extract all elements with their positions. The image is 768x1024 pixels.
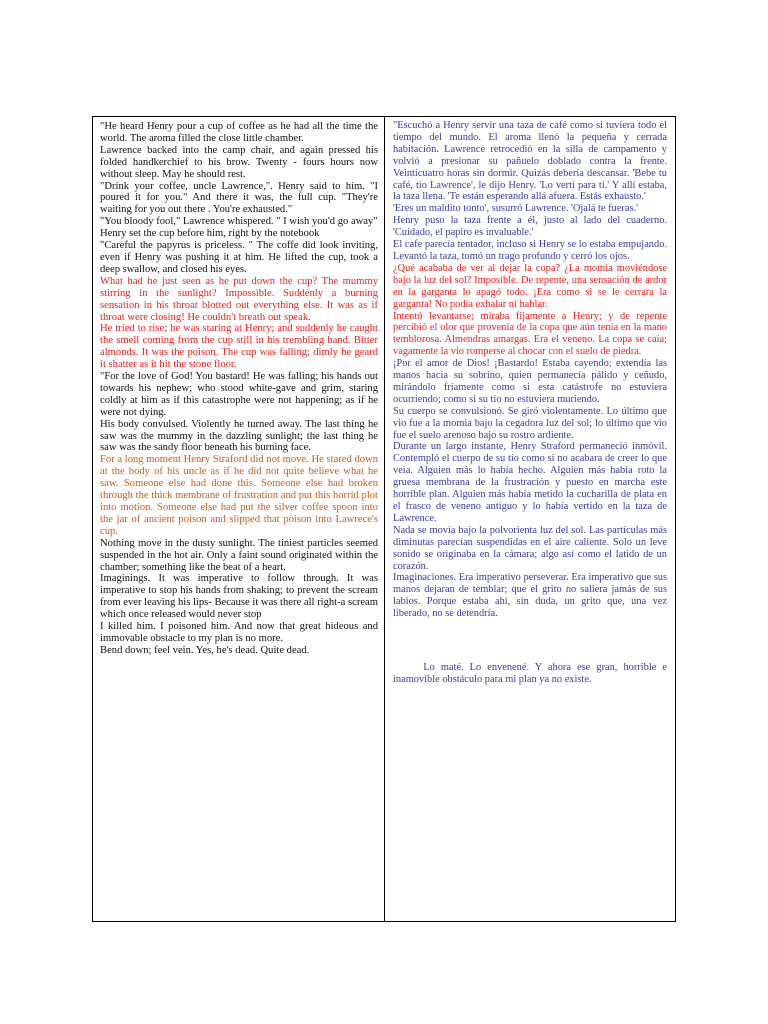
english-paragraph: Lawrence backed into the camp chair, and again pressed his folded handkerchief to his brow. Twenty - fours hours now without sleep. May he should rest. xyxy=(100,144,378,180)
english-paragraph: "Drink your coffee, uncle Lawrence,". Henry said to him. "I poured it for you." And there it was, the full cup. "They're waiting for you out there . You're exhausted." xyxy=(100,180,378,216)
english-column xyxy=(93,117,385,921)
english-paragraph: I killed him. I poisoned him. And now that great hideous and immovable obstacle to my plan is no more. xyxy=(100,621,378,644)
english-paragraph: "For the love of God! You bastard! He was falling; his hands out towards his nephew; who stood white-gave and grim, staring coldly at him as if this catastrophe were not happening; as if he were not dying. xyxy=(100,371,378,418)
english-paragraph: What had he just seen as he put down the cup? The mummy stirring in the sunlight? Impossible. Suddenly a burning sensation in his throat blotted out everything else. It was as if throat were closing! He couldn't breath out speak. xyxy=(100,275,378,323)
english-paragraph: For a long moment Henry Straford did not move. He stared down at the body of his uncle as if he did not quite believe what he saw. Someone else had done this. Someone else had broken through the thick membrane of frustration and put this horrid plot into motion. Someone else had put the silver coffee spoon into the jar of ancient poison and slipped that poison into Lawrece's cup. xyxy=(100,454,378,537)
blank-space xyxy=(393,620,667,662)
spanish-paragraph: ¡Por el amor de Dios! ¡Bastardo! Estaba cayendo; extendía las manos hacia su sobrino, quien permanecía pálido y ceñudo, mirándolo fríamente como si esta catástrofe no estuviera ocurriendo; como si su tío no estuviera muriendo. xyxy=(393,358,667,405)
english-paragraph: "Careful the papyrus is priceless. " The coffe did look inviting, even if Henry was pushing it at him. He lifted the cup, took a deep swallow, and closed his eyes. xyxy=(100,240,378,275)
english-paragraph: Nothing move in the dusty sunlight. The tiniest particles seemed suspended in the hot air. Only a faint sound originated within the chamber; something like the beat of a heart. xyxy=(100,537,378,573)
spanish-paragraph: 'Eres un maldito tonto', susurró Lawrence. 'Ojalá te fueras.' xyxy=(393,203,638,215)
spanish-paragraph: Henry puso la taza frente a él, justo al lado del cuaderno. 'Cuidado, el papiro es invaluable.' xyxy=(393,215,667,239)
english-paragraph: Bend down; feel vein. Yes, he's dead. Quite dead. xyxy=(100,644,310,656)
spanish-paragraph: Intentó levantarse; miraba fijamente a Henry; y de repente percibió el olor que provenía de la copa que aún tenía en la mano temblorosa. Almendras amargas. Era el veneno. La copa se caía; vagamente la vio romperse al chocar con el suelo de piedra. xyxy=(393,310,667,358)
english-paragraph: He tried to rise; he was staring at Henry; and suddenly he caught the smell coming from the cup still in his trembling hand. Bitter almonds. It was the poison. The cup was falling; dimly he geard it shatter as it hit the stone floor. xyxy=(100,323,378,371)
english-paragraph: His body convulsed. Violently he turned away. The last thing he saw was the mummy in the dazzling sunlight; the last thing he saw was the sandy floor beneath his burning face. xyxy=(100,418,378,454)
spanish-paragraph: Imaginaciones. Era imperativo perseverar. Era imperativo que sus manos dejaran de temblar; que el grito no saliera jamás de sus labios. Porque estaba ahí, sin duda, un grito que, una vez liberado, no se detendría. xyxy=(393,572,667,620)
spanish-paragraph: Durante un largo instante, Henry Straford permaneció inmóvil. Contempló el cuerpo de su tío como si no acabara de creer lo que veía. Alguien más lo había hecho. Alguien más había roto la gruesa membrana de la frustración y puesto en marcha este horrible plan. Alguien más había metido la cucharilla de plata en el frasco de veneno antiguo y lo había vertido en la taza de Lawrence. xyxy=(393,441,667,524)
english-paragraph: "You bloody fool," Lawrence whispered. " I wish you'd go away" xyxy=(100,216,378,228)
spanish-paragraph: "Escuchó a Henry servir una taza de café como si tuviera todo el tiempo del mundo. El aroma llenó la pequeña y cerrada habitación. Lawrence retrocedió en la silla de campamento y volvió a presionar su pañuelo doblado contra la frente. Veinticuatro horas sin dormir. Quizás debería descansar. 'Bebe tu café, tío Lawrence', le dijo Henry. 'Lo vertí para ti.' Y allí estaba, la taza llena. 'Te están esperando allá afuera. Estás exhausto.' xyxy=(393,120,667,203)
english-paragraph: Henry set the cup before him, right by the notebook xyxy=(100,228,320,240)
spanish-paragraph: Nada se movía bajo la polvorienta luz del sol. Las partículas más diminutas parecían suspendidas en el aire caliente. Solo un leve sonido se originaba en la cámara; algo así como el latido de un corazón. xyxy=(393,524,667,572)
spanish-paragraph: ¿Qué acababa de ver al dejar la copa? ¿La momia moviéndose bajo la luz del sol? Imposible. De repente, una sensación de ardor en la garganta lo apagó todo. ¡Era como si se le cerrara la garganta! No podía exhalar ni hablar. xyxy=(393,262,667,310)
spanish-paragraph: Su cuerpo se convulsionó. Se giró violentamente. Lo último que vio fue a la momia bajo la cegadora luz del sol; lo último que vio fue el suelo arenoso bajo su rostro ardiente. xyxy=(393,405,667,441)
spanish-paragraph: Lo maté. Lo envenené. Y ahora ese gran, horrible e inamovible obstáculo para mi plan ya no existe. xyxy=(393,662,670,685)
spanish-paragraph: El cafe parecía tentador, incluso si Henry se lo estaba empujando. Levantó la taza, tomó un trago profundo y cerró los ojos. xyxy=(393,239,667,262)
spanish-column xyxy=(385,117,675,921)
english-paragraph: Imaginings. It was imperative to follow through. It was imperative to stop his hands from shaking; to prevent the scream from ever leaving his lips- Because it was there all right-a scream which once released would never stop xyxy=(100,573,378,621)
english-paragraph: "He heard Henry pour a cup of coffee as he had all the time the world. The aroma filled the close little chamber. xyxy=(100,121,378,144)
translation-table xyxy=(92,116,676,922)
